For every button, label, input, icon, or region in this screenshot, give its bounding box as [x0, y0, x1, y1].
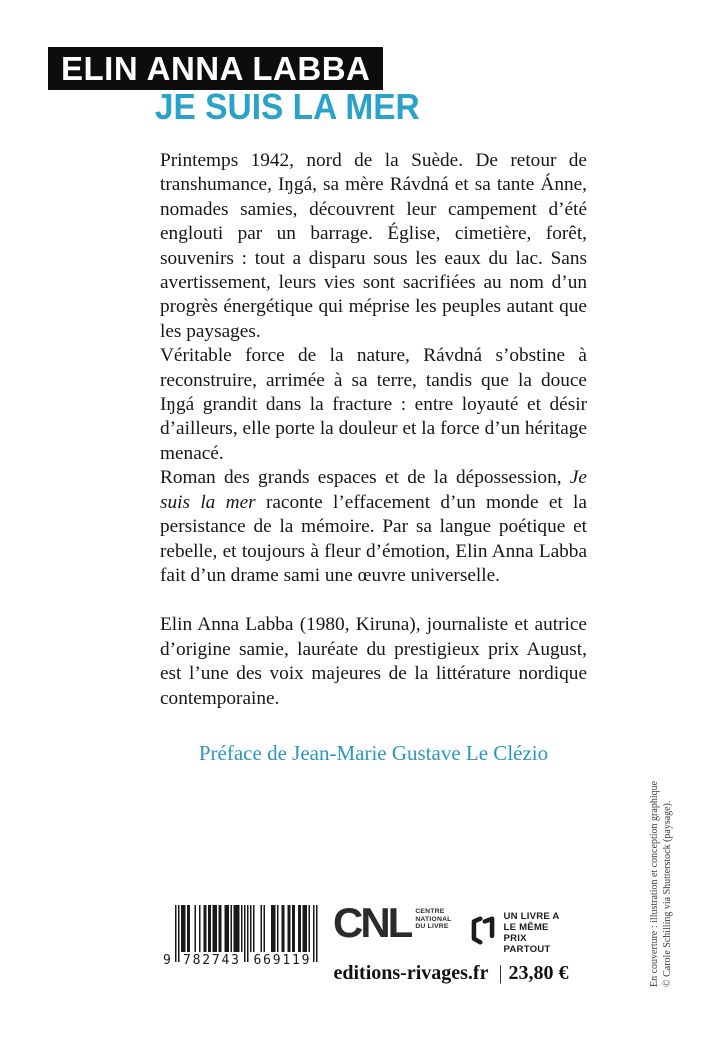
cnl-caption: [415, 908, 451, 931]
cover-credit: [648, 743, 676, 987]
synopsis-p3-lead: Roman des grands espaces et de la dépossession,: [160, 467, 570, 489]
fixed-price-logo-text: [504, 911, 569, 955]
svg-text:669119: 669119: [253, 953, 310, 968]
synopsis-paragraph-1: Printemps 1942, nord de la Suède. De retour de transhumance, Iŋgá, sa mère Rávdná et sa tante Ánne, nomades samies, découvrent leur campement d’été englouti par un barrage. Église, cimetière, forêt, souvenirs : tout a disparu sous les eaux du lac. Sans avertissement, leurs vies sont sacrifiées au nom d’un progrès énergétique qui méprise les peuples autant que les paysages.: [160, 150, 587, 342]
title-block: [48, 47, 420, 126]
synopsis-column: [160, 149, 587, 765]
fixed-price-line: UN LIVRE A: [503, 911, 560, 922]
svg-text:9: 9: [163, 953, 171, 968]
cover-credit-line-2: © Carole Schilling via Shutterstock (paysage).: [662, 800, 673, 987]
barcode: [161, 905, 323, 977]
cover-credit-line-1: En couverture : illustration et conception graphique: [649, 780, 660, 987]
publisher-website: editions-rivages.fr: [333, 962, 489, 984]
cnl-acronym: CNL: [333, 899, 411, 946]
synopsis-paragraph-2: Véritable force de la nature, Rávdná s’obstine à reconstruire, arrimée à sa terre, tandis que la douce Iŋgá grandit dans la fracture : entre loyauté et désir d’ailleurs, elle porte la douleur et la force d’un héritage menacé.: [160, 345, 587, 464]
svg-text:782743: 782743: [183, 953, 239, 968]
price: 23,80 €: [508, 962, 569, 984]
synopsis-paragraph-3: [160, 466, 587, 588]
synopsis-p3-tail: raconte l’effacement d’un monde et la persistance de la mémoire. Par sa langue poétique et rebelle, et toujours à fleur d’émotion, Elin Anna Labba fait d’un drame sami une œuvre universelle.: [160, 491, 587, 586]
cnl-caption-line: NATIONAL: [415, 915, 452, 923]
publisher-price-line: [333, 962, 569, 985]
open-book-icon: [468, 916, 498, 950]
cnl-logo: [333, 899, 452, 946]
separator: |: [498, 962, 503, 984]
book-title-inline-italic: Je suis la mer: [160, 467, 587, 513]
footer-logos-row: [333, 899, 569, 955]
cnl-caption-line: DU LIVRE: [415, 923, 449, 931]
author-bio: Elin Anna Labba (1980, Kiruna), journaliste et autrice d’origine samie, lauréate du prestigieux prix August, est l’une des voix majeures de la littérature nordique contemporaine.: [160, 614, 587, 709]
author-banner: ELIN ANNA LABBA: [48, 47, 383, 90]
book-title: [48, 88, 420, 126]
footer-imprint-block: [333, 899, 569, 985]
preface-credit: Préface de Jean-Marie Gustave Le Clézio: [198, 740, 549, 765]
fixed-price-logo: [468, 911, 569, 955]
fixed-price-line: PARTOUT: [503, 944, 551, 955]
book-title-text: JE SUIS LA MER: [155, 86, 420, 127]
cnl-caption-line: CENTRE: [415, 908, 445, 915]
fixed-price-line: LE MÊME PRIX: [503, 922, 549, 944]
